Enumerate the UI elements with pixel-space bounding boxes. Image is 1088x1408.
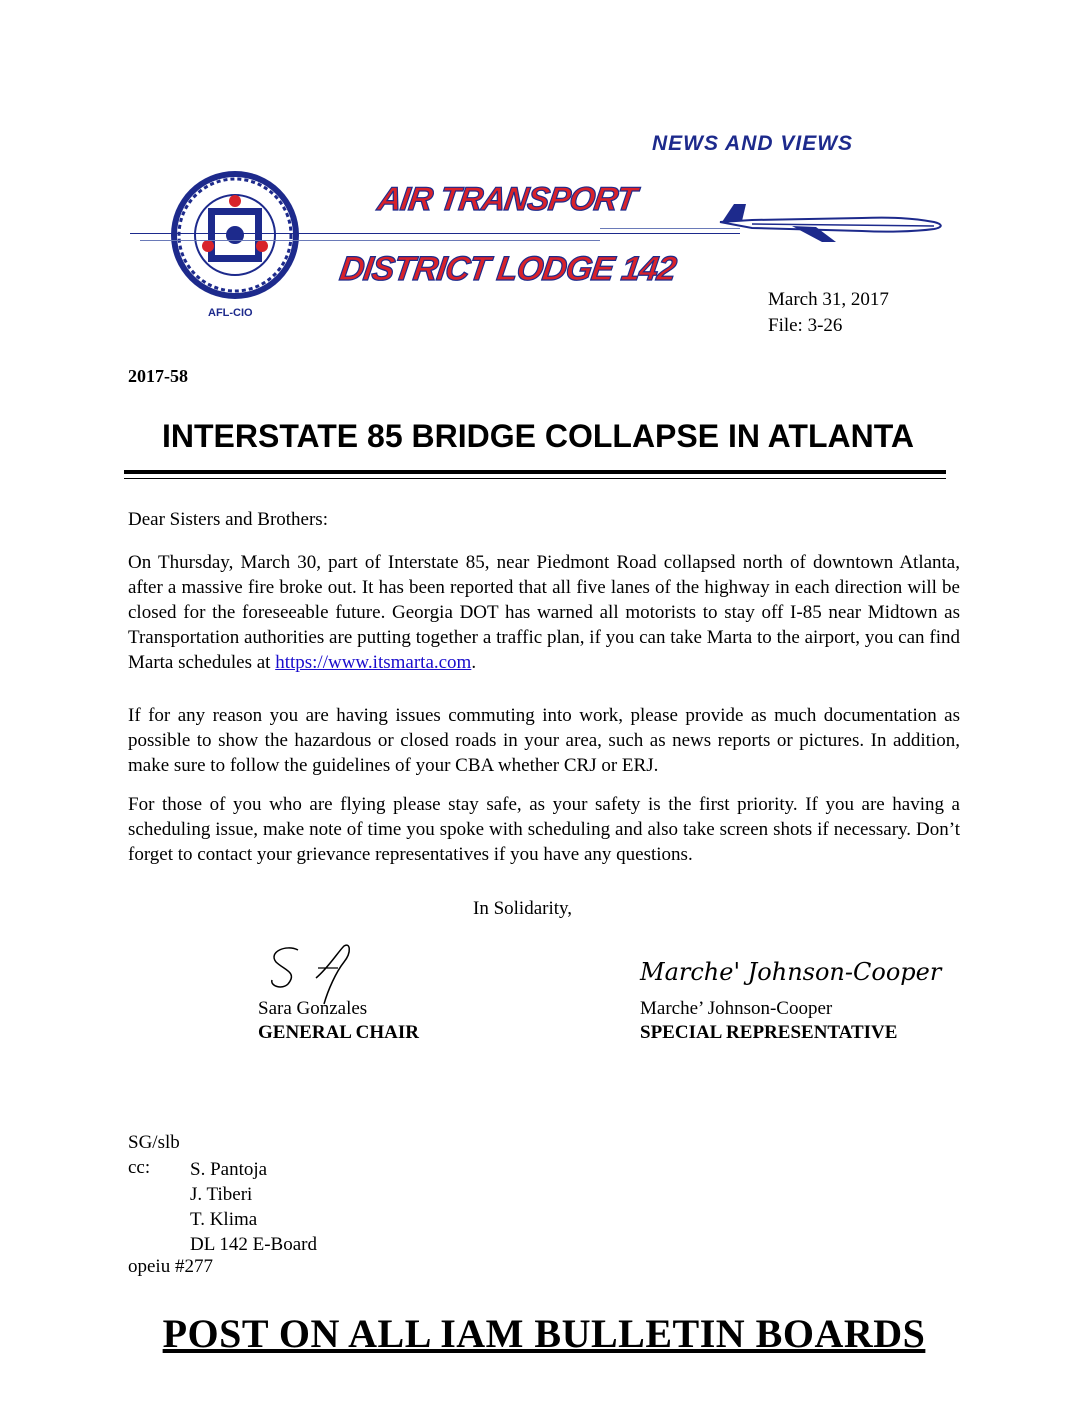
posting-instruction: POST ON ALL IAM BULLETIN BOARDS bbox=[162, 1311, 926, 1356]
title-divider bbox=[124, 478, 946, 479]
page-title: INTERSTATE 85 BRIDGE COLLAPSE IN ATLANTA bbox=[161, 418, 914, 454]
signature-marche-text: Marche' Johnson-Cooper bbox=[640, 958, 942, 986]
header-rule bbox=[140, 240, 600, 241]
title-divider bbox=[124, 470, 946, 474]
closing: In Solidarity, bbox=[473, 898, 573, 919]
cc-list bbox=[190, 1157, 317, 1257]
signer-name-right: Marche’ Johnson-Cooper bbox=[640, 998, 833, 1019]
cc-label: cc: bbox=[128, 1157, 151, 1178]
cc-recipient: T. Klima bbox=[190, 1209, 258, 1230]
district-lodge-wordmark: DISTRICT LODGE 142 bbox=[337, 250, 679, 288]
news-and-views-heading: NEWS AND VIEWS bbox=[652, 132, 854, 155]
cc-recipient: S. Pantoja bbox=[190, 1159, 268, 1180]
cc-recipient: J. Tiberi bbox=[190, 1184, 253, 1205]
bulletin-number: 2017-58 bbox=[128, 366, 188, 386]
signer-name-left: Sara Gonzales bbox=[258, 998, 368, 1019]
file-reference: File: 3-26 bbox=[768, 315, 843, 336]
airplane-icon bbox=[712, 196, 952, 246]
union-label: opeiu #277 bbox=[128, 1256, 213, 1277]
paragraph-commuting: If for any reason you are having issues commuting into work, please provide as much documentation as possible to show the hazardous or closed roads in your area, such as news reports or pictures. In addition, make sure to follow the guidelines of your CBA whether CRJ or ERJ. bbox=[128, 705, 960, 776]
paragraph-flying: For those of you who are flying please stay safe, as your safety is the first priority. If you are having a scheduling issue, make note of time you spoke with scheduling and also take screen shots if necessary. Don’t forget to contact your grievance representatives if you have any questions. bbox=[128, 794, 960, 865]
typist-initials: SG/slb bbox=[128, 1132, 180, 1153]
signature-marche-johnson-cooper bbox=[640, 950, 942, 990]
cc-recipient: DL 142 E-Board bbox=[190, 1234, 317, 1255]
signer-title-right: SPECIAL REPRESENTATIVE bbox=[640, 1022, 898, 1043]
letter-date: March 31, 2017 bbox=[768, 289, 889, 310]
signer-title-left: GENERAL CHAIR bbox=[258, 1022, 419, 1043]
air-transport-wordmark: AIR TRANSPORT bbox=[375, 180, 639, 217]
paragraph-text: On Thursday, March 30, part of Interstate 85, near Piedmont Road collapsed north of downtown Atlanta, after a massive fire broke out. It has been reported that all five lanes of the highway in each direction will be closed for the foreseeable future. Georgia DOT has warned all motorists to stay off I-85 near Midtown as Transportation authorities are putting together a traffic plan, if you can take Marta to the airport, you can find Marta schedules at bbox=[128, 552, 960, 673]
header-rule bbox=[130, 233, 740, 234]
marta-link[interactable]: https://www.itsmarta.com bbox=[275, 652, 472, 673]
paragraph-bridge-collapse bbox=[128, 550, 960, 675]
iam-seal-logo bbox=[168, 168, 302, 302]
salutation: Dear Sisters and Brothers: bbox=[128, 509, 328, 530]
afl-cio-label: AFL-CIO bbox=[208, 307, 253, 319]
paragraph-text: . bbox=[471, 652, 477, 673]
